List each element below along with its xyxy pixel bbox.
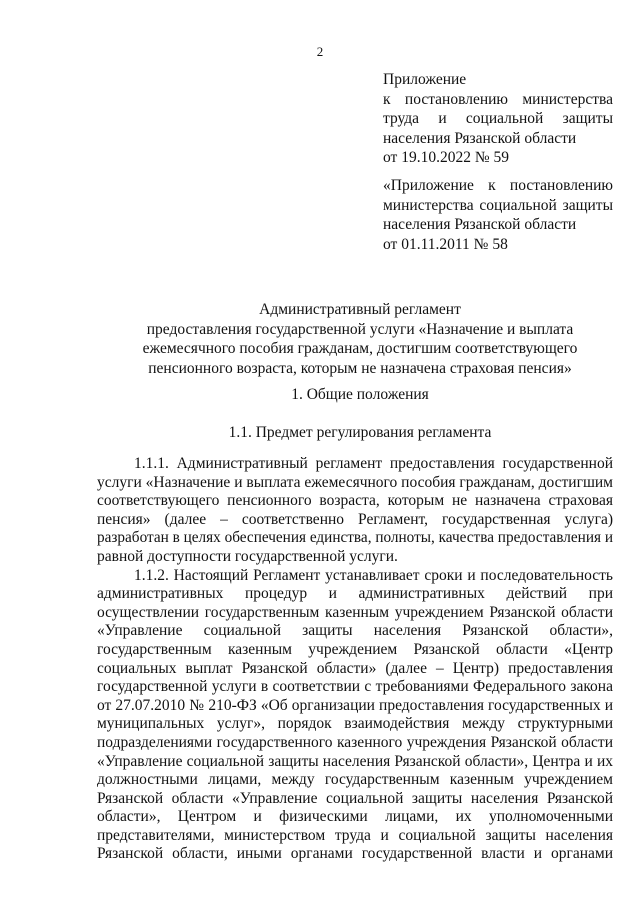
paragraph-line: услуги «Назначение и выплата ежемесячного пособия гражданам, достигшим [97,473,613,491]
appendix-original-line: министерства социальной защиты [383,196,613,214]
paragraph-line: 1.1.1. Административный регламент предоставления государственной [134,455,613,472]
paragraph-line: представителями, министерством труда и социальной защиты населения [97,826,613,844]
appendix-current-line: Приложение [383,71,467,88]
paragraph-line: Рязанской области «Управление социальной защиты населения Рязанской [97,789,613,807]
document-title [100,300,620,378]
paragraph-line: от 27.07.2010 № 210-ФЗ «Об организации предоставления государственных и [97,696,613,714]
paragraph-line: пенсия» (далее – соответственно Регламент, государственная услуга) [97,510,613,528]
paragraph-line: области», Центром и физическими лицами, их уполномоченными [97,808,613,826]
appendix-current-line: населения Рязанской области [383,129,577,147]
paragraph-line: равной доступности государственной услуги. [97,547,398,565]
appendix-original-line: «Приложение к постановлению [383,177,613,194]
appendix-original-line: населения Рязанской области [383,216,577,233]
paragraph-line: «Управление социальной защиты населения Рязанской области», Центра и их [97,752,613,770]
title-line: предоставления государственной услуги «Назначение и выплата [146,320,574,338]
paragraph-line: подразделениями государственного казенного учреждения Рязанской области [97,733,613,751]
paragraph-1-1-1 [97,455,613,567]
section-heading-subject: 1.1. Предмет регулирования регламента [228,424,492,441]
body-text [97,455,613,864]
appendix-current-line: труда и социальной защиты [383,110,613,127]
appendix-current-line: от 19.10.2022 № 59 [383,149,509,166]
paragraph-line: разработан в целях обеспечения единства, полноты, качества предоставления и [97,529,613,547]
paragraph-line: государственным казенным учреждением Рязанской области «Центр [97,640,613,658]
paragraph-line: муниципальных услуг», порядок взаимодействия между структурными [97,715,613,733]
title-line: пенсионного возраста, которым не назначена страховая пенсия» [148,359,572,377]
page-number: 2 [316,44,324,59]
title-line: Административный регламент [259,301,461,318]
paragraph-line: административных процедур и административных действий при [97,585,613,603]
paragraph-1-1-2 [97,567,613,865]
title-line: ежемесячного пособия гражданам, достигшим соответствующего [142,340,578,357]
paragraph-line: «Управление социальной защиты населения Рязанской области», [97,622,613,640]
appendix-original-block [383,176,613,254]
section-heading-general: 1. Общие положения [291,386,429,403]
appendix-original-line: от 01.11.2011 № 58 [383,235,508,253]
paragraph-line: должностными лицами, между государственным казенным учреждением [97,771,613,789]
paragraph-line: 1.1.2. Настоящий Регламент устанавливает сроки и последовательность [134,566,613,584]
appendix-current-line: к постановлению министерства [383,90,613,108]
paragraph-line: социальных выплат Рязанской области» (далее – Центр) предоставления [97,659,613,677]
paragraph-line: осуществлении государственным казенным учреждением Рязанской области [97,603,613,621]
paragraph-line: Рязанской области, иными органами государственной власти и органами [97,845,613,863]
paragraph-line: государственной услуги в соответствии с требованиями Федерального закона [97,678,613,696]
paragraph-line: соответствующего пенсионного возраста, которым не назначена страховая [97,492,613,510]
appendix-current-block [383,70,613,168]
